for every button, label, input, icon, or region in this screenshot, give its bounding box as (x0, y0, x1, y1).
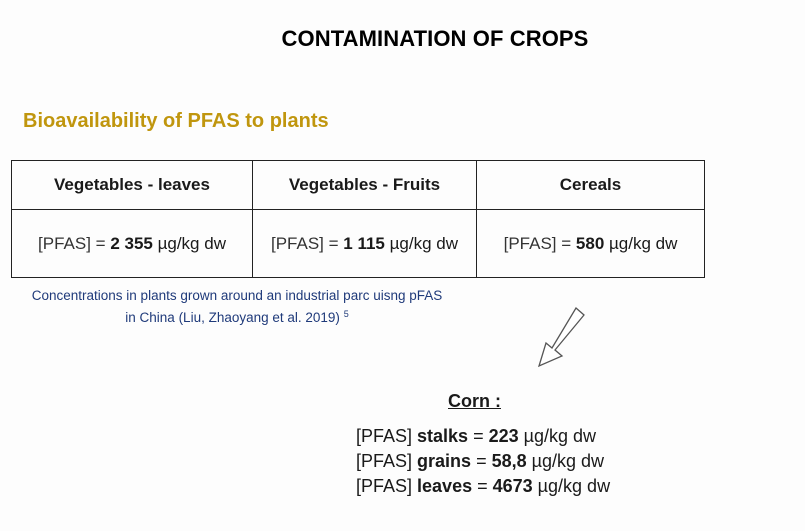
column-header-cereals: Cereals (477, 161, 705, 210)
reference-number: 5 (343, 309, 349, 319)
cell-value: 1 115 (343, 233, 385, 253)
cell-prefix: [PFAS] = (503, 233, 576, 253)
item-prefix: [PFAS] (356, 426, 418, 446)
cell-prefix: [PFAS] = (38, 233, 111, 253)
item-unit: µg/kg dw (526, 451, 605, 471)
cell-vegetables-leaves (12, 210, 253, 278)
item-eq: = (472, 476, 493, 496)
source-note (10, 287, 464, 327)
item-value: 58,8 (491, 451, 527, 471)
corn-concentration-list (356, 424, 610, 499)
page-title: CONTAMINATION OF CROPS (281, 26, 589, 51)
cell-unit: µg/kg dw (152, 233, 226, 253)
cell-value: 580 (575, 233, 605, 253)
cell-vegetables-fruits (253, 210, 477, 278)
item-part: leaves (417, 476, 473, 496)
list-item (356, 474, 610, 499)
source-citation: in China (Liu, Zhaoyang et al. 2019) (125, 310, 340, 325)
pfas-concentration-table (11, 160, 705, 278)
source-note-line-2 (10, 305, 464, 327)
list-item (356, 449, 610, 474)
cell-unit: µg/kg dw (604, 233, 678, 253)
item-eq: = (471, 451, 492, 471)
item-prefix: [PFAS] (356, 476, 418, 496)
item-eq: = (468, 426, 489, 446)
table-header-row (12, 161, 705, 210)
table-row (12, 210, 705, 278)
column-header-vegetables-fruits: Vegetables - Fruits (253, 161, 477, 210)
item-value: 4673 (492, 476, 533, 496)
item-part: stalks (417, 426, 469, 446)
corn-heading: Corn : (448, 391, 501, 411)
cell-value: 2 355 (110, 233, 153, 253)
source-note-line-1: Concentrations in plants grown around an industrial parc uisng pFAS (31, 288, 443, 303)
column-header-vegetables-leaves: Vegetables - leaves (12, 161, 253, 210)
cell-prefix: [PFAS] = (270, 233, 344, 253)
item-value: 223 (488, 426, 519, 446)
arrow-down-left-icon (534, 306, 588, 370)
item-unit: µg/kg dw (532, 476, 611, 496)
section-subtitle: Bioavailability of PFAS to plants (23, 110, 329, 132)
item-prefix: [PFAS] (356, 451, 418, 471)
cell-unit: µg/kg dw (384, 233, 458, 253)
item-unit: µg/kg dw (518, 426, 597, 446)
cell-cereals (477, 210, 705, 278)
list-item (356, 424, 610, 449)
item-part: grains (417, 451, 472, 471)
